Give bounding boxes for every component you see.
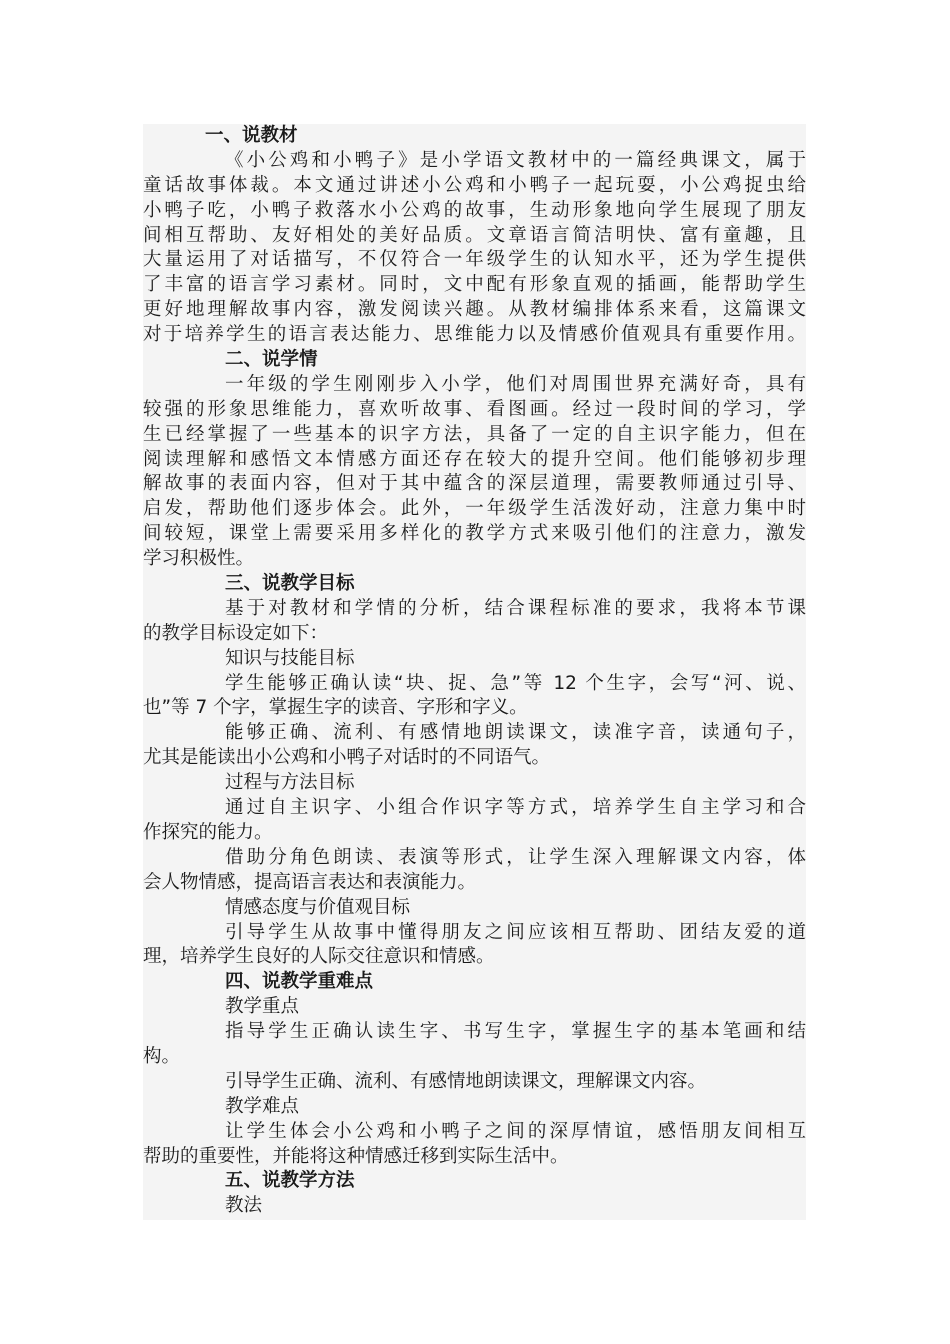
paragraph (143, 721, 806, 771)
paragraph (143, 597, 806, 647)
text-line: 借助分角色朗读、表演等形式，让学生深入理解课文内容，体 (225, 846, 806, 868)
paragraph (143, 1020, 806, 1070)
section-heading: 一、说教材 (205, 125, 298, 146)
subsection-title: 知识与技能目标 (225, 647, 355, 669)
paragraph (143, 921, 806, 971)
subsection-title: 情感态度与价值观目标 (225, 896, 411, 918)
section-heading: 四、说教学重难点 (225, 971, 374, 993)
text-line: 更好地理解故事内容，激发阅读兴趣。从教材编排体系来看，这篇课文 (143, 299, 806, 321)
text-line: 理，培养学生良好的人际交往意识和情感。 (143, 946, 495, 968)
text-line: 引导学生正确、流利、有感情地朗读课文，理解课文内容。 (225, 1070, 707, 1092)
text-line: 生已经掌握了一些基本的识字方法，具备了一定的自主识字能力，但在 (143, 423, 806, 445)
text-line: 作探究的能力。 (143, 821, 273, 843)
text-line: 的教学目标设定如下： (143, 622, 329, 644)
subsection-title: 教学难点 (225, 1095, 300, 1117)
text-line: 间较短，课堂上需要采用多样化的教学方式来吸引他们的注意力，激发 (143, 523, 806, 545)
text-line: 对于培养学生的语言表达能力、思维能力以及情感价值观具有重要作用。 (143, 324, 806, 346)
subsection-title: 教法 (225, 1195, 263, 1217)
section-heading: 五、说教学方法 (225, 1170, 355, 1192)
text-line: 《小公鸡和小鸭子》是小学语文教材中的一篇经典课文，属于 (225, 149, 806, 171)
text-line: 会人物情感，提高语言表达和表演能力。 (143, 871, 477, 893)
paragraph (143, 846, 806, 896)
text-line: 也”等 7 个字，掌握生字的读音、字形和字义。 (143, 697, 528, 719)
text-line: 帮助的重要性，并能将这种情感迁移到实际生活中。 (143, 1145, 569, 1167)
text-line: 让学生体会小公鸡和小鸭子之间的深厚情谊，感悟朋友间相互 (225, 1120, 806, 1142)
text-line: 通过自主识字、小组合作识字等方式，培养学生自主学习和合 (225, 797, 806, 819)
text-line: 小鸭子吃，小鸭子救落水小公鸡的故事，生动形象地向学生展现了朋友 (143, 199, 806, 221)
text-line: 能够正确、流利、有感情地朗读课文，读准字音，读通句子， (225, 722, 806, 744)
text-line: 较强的形象思维能力，喜欢听故事、看图画。经过一段时间的学习，学 (143, 398, 806, 420)
text-line: 引导学生从故事中懂得朋友之间应该相互帮助、团结友爱的道 (225, 921, 806, 943)
paragraph (143, 1070, 806, 1095)
text-line: 指导学生正确认读生字、书写生字，掌握生字的基本笔画和结 (225, 1021, 806, 1043)
text-line: 一年级的学生刚刚步入小学，他们对周围世界充满好奇，具有 (225, 373, 806, 395)
paragraph (143, 149, 806, 348)
paragraph (143, 796, 806, 846)
document-page (143, 124, 806, 1220)
text-line: 学生能够正确认读“块、捉、急”等 12 个生字，会写“河、说、 (225, 672, 806, 694)
text-line: 构。 (143, 1045, 181, 1067)
paragraph (143, 1120, 806, 1170)
paragraph (143, 672, 806, 722)
section-heading: 三、说教学目标 (225, 573, 355, 595)
text-line: 解故事的表面内容，但对于其中蕴含的深层道理，需要教师通过引导、 (143, 473, 806, 495)
text-line: 启发，帮助他们逐步体会。此外，一年级学生活泼好动，注意力集中时 (143, 498, 806, 520)
text-line: 尤其是能读出小公鸡和小鸭子对话时的不同语气。 (143, 747, 551, 769)
subsection-title: 教学重点 (225, 996, 300, 1018)
text-line: 了丰富的语言学习素材。同时，文中配有形象直观的插画，能帮助学生 (143, 274, 806, 296)
text-line: 基于对教材和学情的分析，结合课程标准的要求，我将本节课 (225, 597, 806, 619)
text-line: 学习积极性。 (143, 548, 255, 570)
text-line: 阅读理解和感悟文本情感方面还存在较大的提升空间。他们能够初步理 (143, 448, 806, 470)
text-line: 间相互帮助、友好相处的美好品质。文章语言简洁明快、富有童趣，且 (143, 224, 806, 246)
section-heading: 二、说学情 (225, 349, 318, 371)
paragraph (143, 373, 806, 572)
text-line: 童话故事体裁。本文通过讲述小公鸡和小鸭子一起玩耍，小公鸡捉虫给 (143, 174, 806, 196)
text-line: 大量运用了对话描写，不仅符合一年级学生的认知水平，还为学生提供 (143, 249, 806, 271)
subsection-title: 过程与方法目标 (225, 772, 355, 794)
